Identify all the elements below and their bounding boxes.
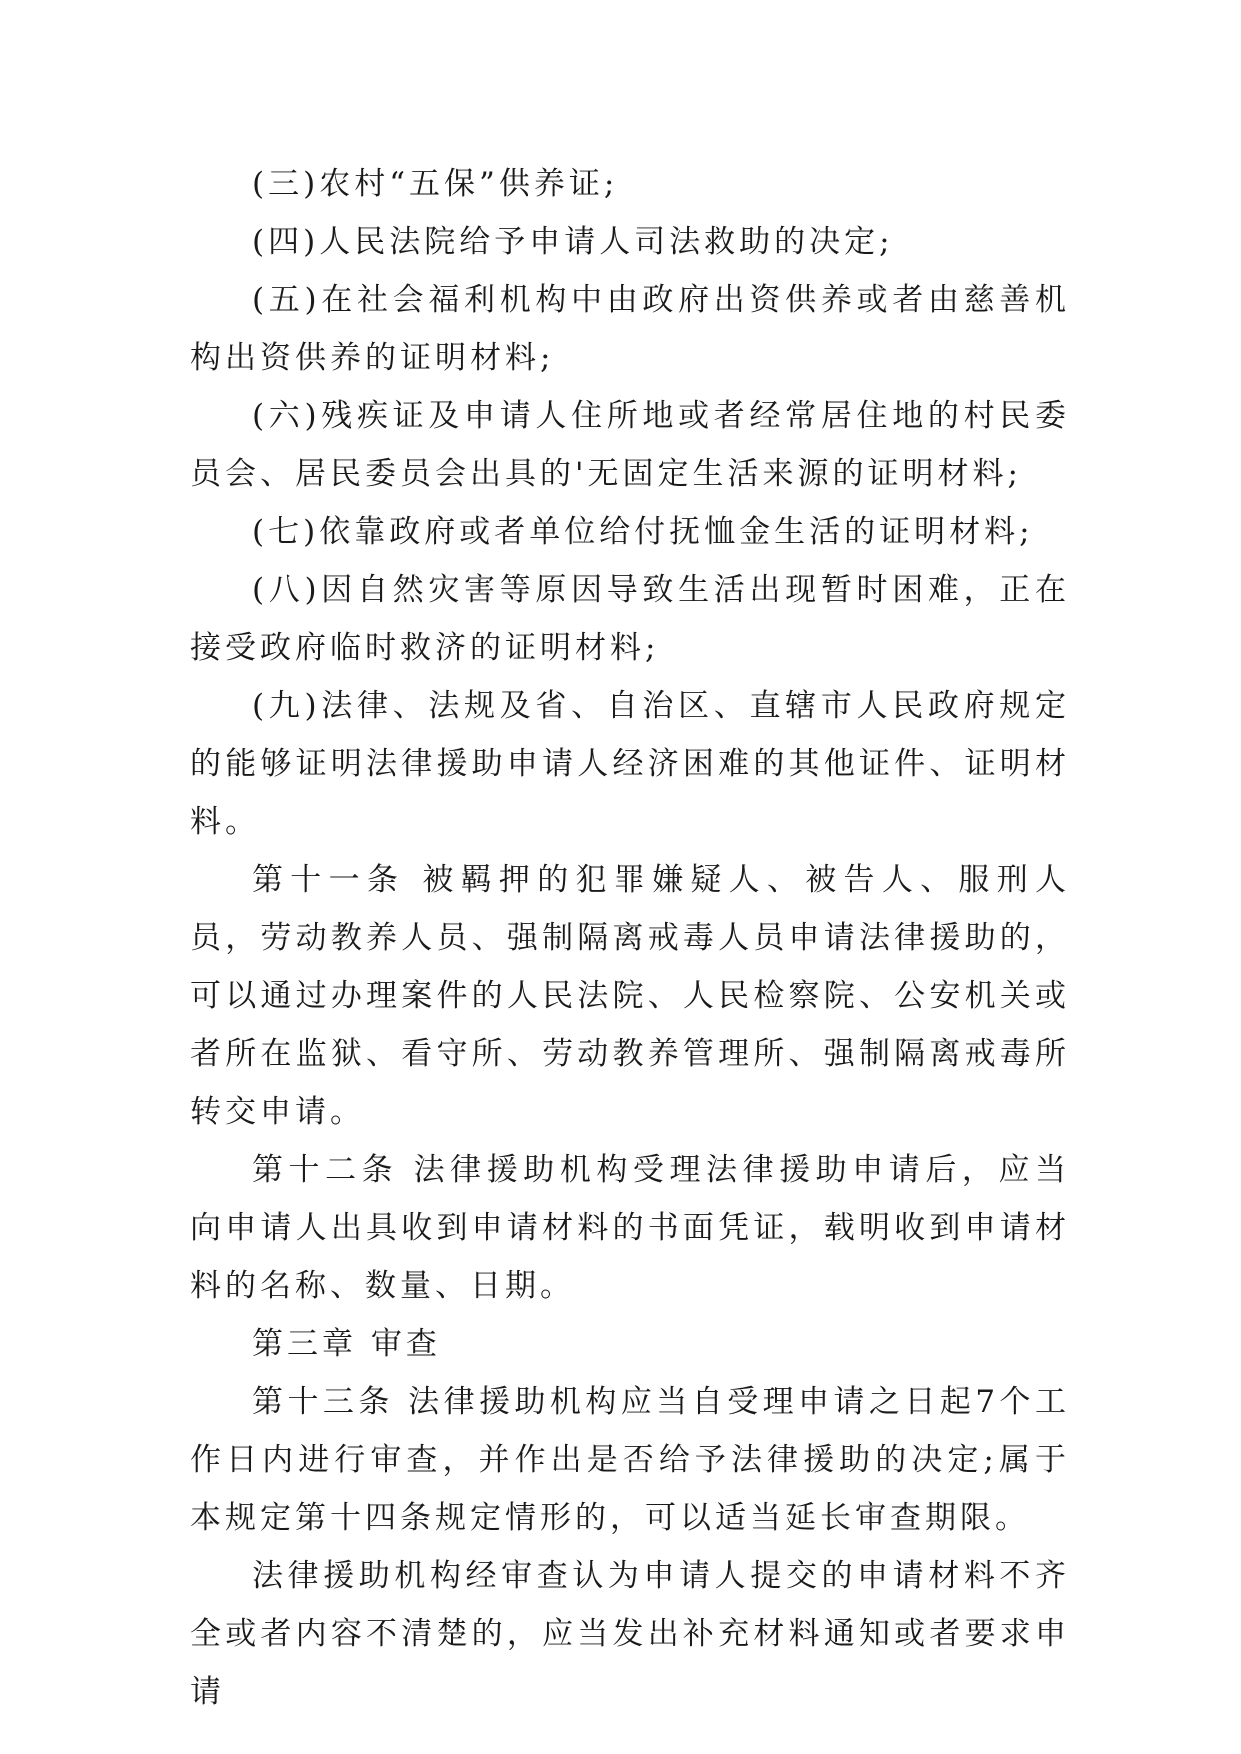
paragraph-item-8: (八)因自然灾害等原因导致生活出现暂时困难，正在接受政府临时救济的证明材料; bbox=[190, 572, 1070, 666]
paragraph-item-4: (四)人民法院给予申请人司法救助的决定; bbox=[252, 224, 894, 260]
paragraph-item-6: (六)残疾证及申请人住所地或者经常居住地的村民委员会、居民委员会出具的'无固定生活来源的证明材料; bbox=[190, 398, 1070, 492]
paragraph-item-3: (三)农村“五保”供养证; bbox=[252, 166, 619, 202]
chapter-3-heading: 第三章 审查 bbox=[252, 1326, 441, 1362]
paragraph-item-9: (九)法律、法规及省、自治区、直辖市人民政府规定的能够证明法律援助申请人经济困难的其他证件、证明材料。 bbox=[190, 688, 1070, 840]
document-body bbox=[190, 155, 1070, 1721]
article-11: 第十一条 被羁押的犯罪嫌疑人、被告人、服刑人员，劳动教养人员、强制隔离戒毒人员申请法律援助的，可以通过办理案件的人民法院、人民检察院、公安机关或者所在监狱、看守所、劳动教养管理所、强制隔离戒毒所转交申请。 bbox=[190, 862, 1070, 1130]
paragraph-item-7: (七)依靠政府或者单位给付抚恤金生活的证明材料; bbox=[252, 514, 1034, 550]
paragraph-item-5: (五)在社会福利机构中由政府出资供养或者由慈善机构出资供养的证明材料; bbox=[190, 282, 1070, 376]
article-13-continuation: 法律援助机构经审查认为申请人提交的申请材料不齐全或者内容不清楚的，应当发出补充材料通知或者要求申请 bbox=[190, 1558, 1070, 1710]
article-12: 第十二条 法律援助机构受理法律援助申请后，应当向申请人出具收到申请材料的书面凭证，载明收到申请材料的名称、数量、日期。 bbox=[190, 1152, 1070, 1304]
article-13: 第十三条 法律援助机构应当自受理申请之日起7个工作日内进行审查，并作出是否给予法律援助的决定;属于本规定第十四条规定情形的，可以适当延长审查期限。 bbox=[190, 1384, 1070, 1536]
